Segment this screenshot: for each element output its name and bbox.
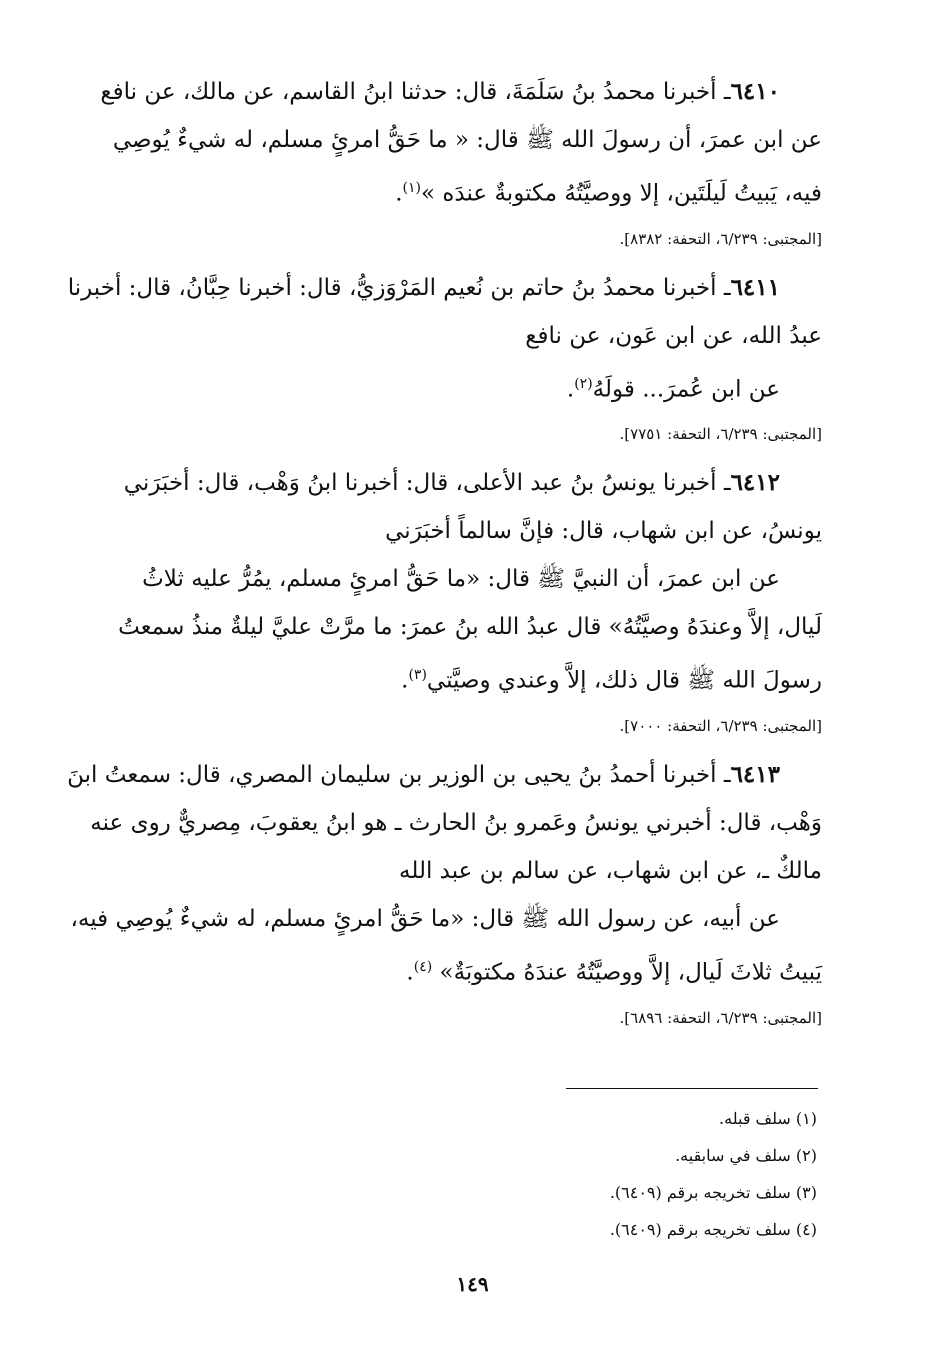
hadith-text: ـ أخبرنا محمدُ بنُ حاتم بن نُعيم المَرْوَزيُّ، قال: أخبرنا حِبَّانُ، قال: أخبرنا: [67, 274, 731, 301]
hadith-line: عبدُ الله، عن ابن عَون، عن نافع: [525, 322, 822, 349]
hadith-line: [110, 459, 822, 507]
hadith-number: ٦٤١٠: [730, 78, 780, 105]
footnote: (١) سلف قبله.: [719, 1109, 817, 1128]
hadith-6410: [100, 68, 822, 250]
hadith-text: رسولَ الله ﷺ قال ذلك، إلاَّ وعندي وصيَّتي: [426, 667, 822, 694]
hadith-line: يَبيتُ ثلاثَ لَيال، إلاَّ ووصيَّتُهُ عندَهُ مكتوبَةٌ» $^{(٤)}$.: [406, 958, 822, 986]
footnote: (٤) سلف تخريجه برقم (٦٤٠٩).: [609, 1220, 817, 1239]
footnote-marker: (٢): [574, 375, 593, 392]
hadith-line: [67, 264, 822, 312]
footnote-marker: (٣): [408, 667, 427, 684]
reference: [المجتبى: ٦/٢٣٩، التحفة: ٧٠٠٠].: [619, 716, 822, 735]
footnote: (٣) سلف تخريجه برقم (٦٤٠٩).: [609, 1183, 817, 1202]
hadith-text: يَبيتُ ثلاثَ لَيال، إلاَّ ووصيَّتُهُ عندَهُ مكتوبَةٌ»: [439, 959, 822, 986]
reference: [المجتبى: ٦/٢٣٩، التحفة: ٦٨٩٦].: [619, 1008, 822, 1027]
hadith-line: عن ابن عمرَ، أن رسولَ الله ﷺ قال: « ما حَقُّ امرئٍ مسلم، له شيءٌ يُوصِي: [112, 127, 822, 153]
footnotes: [417, 1100, 817, 1248]
hadith-text: ـ أخبرنا محمدُ بنُ سَلَمَةَ، قال: حدثنا ابنُ القاسم، عن مالك، عن نافع: [100, 79, 731, 105]
hadith-line: عن ابن عمرَ، أن النبيَّ ﷺ قال: «ما حَقُّ امرئٍ مسلم، يمُرُّ عليه ثلاثُ: [142, 566, 780, 593]
hadith-6413: [67, 751, 822, 1029]
hadith-number: ٦٤١٣: [730, 760, 780, 788]
hadith-text: فيه، يَبيتُ لَيلَتَين، إلا ووصيَّتُهُ مكتوبةٌ عندَه »: [420, 180, 822, 207]
hadith-text: عن ابن عُمرَ... قولَهُ: [592, 376, 780, 403]
hadith-line: مالكٌ ـ، عن ابن شهاب، عن سالم بن عبد الله: [399, 857, 822, 884]
hadith-number: ٦٤١١: [730, 273, 780, 301]
footnote: (٢) سلف في سابقيه.: [675, 1146, 817, 1165]
hadith-text: ـ أخبرنا يونسُ بنُ عبد الأعلى، قال: أخبرنا ابنُ وَهْب، قال: أخبَرَني: [123, 470, 731, 497]
hadith-6412: [110, 459, 822, 737]
reference: [المجتبى: ٦/٢٣٩، التحفة: ٨٣٨٢].: [619, 229, 822, 248]
hadith-text: ـ أخبرنا أحمدُ بنُ يحيى بن الوزير بن سليمان المصري، قال: سمعتُ ابنَ: [67, 761, 731, 788]
page-body: [67, 68, 822, 1043]
hadith-number: ٦٤١٢: [730, 469, 780, 497]
footnote-marker: (١): [402, 180, 421, 196]
hadith-line: وَهْب، قال: أخبرني يونسُ وعَمرو بنُ الحارث ـ هو ابنُ يعقوبَ، مِصريٌّ روى عنه: [90, 809, 822, 836]
hadith-line: عن ابن عُمرَ... قولَهُ$^{(٢)}$.: [566, 375, 780, 403]
hadith-6411: [67, 264, 822, 446]
hadith-line: [67, 751, 822, 799]
hadith-line: [100, 68, 822, 116]
page-number: ١٤٩: [456, 1272, 489, 1296]
hadith-line: لَيال، إلاَّ وعندَهُ وصيَّتُهُ» قال عبدُ الله بنُ عمرَ: ما مرَّتْ عليَّ ليلةٌ منذُ سمعتُ: [118, 614, 822, 641]
hadith-line: عن أبيه، عن رسول الله ﷺ قال: «ما حَقُّ امرئٍ مسلم، له شيءٌ يُوصِي فيه،: [70, 905, 780, 932]
footnote-separator: [566, 1088, 818, 1089]
footnote-marker: (٤): [413, 958, 433, 975]
reference: [المجتبى: ٦/٢٣٩، التحفة: ٧٧٥١].: [619, 425, 822, 444]
hadith-line: رسولَ الله ﷺ قال ذلك، إلاَّ وعندي وصيَّتي$^{(٣)}$.: [401, 667, 822, 694]
hadith-line: فيه، يَبيتُ لَيلَتَين، إلا ووصيَّتُهُ مكتوبةٌ عندَه »$^{(١)}$.: [395, 180, 822, 207]
hadith-line: يونسُ، عن ابن شهاب، قال: فإنَّ سالماً أخبَرَني: [385, 518, 822, 545]
